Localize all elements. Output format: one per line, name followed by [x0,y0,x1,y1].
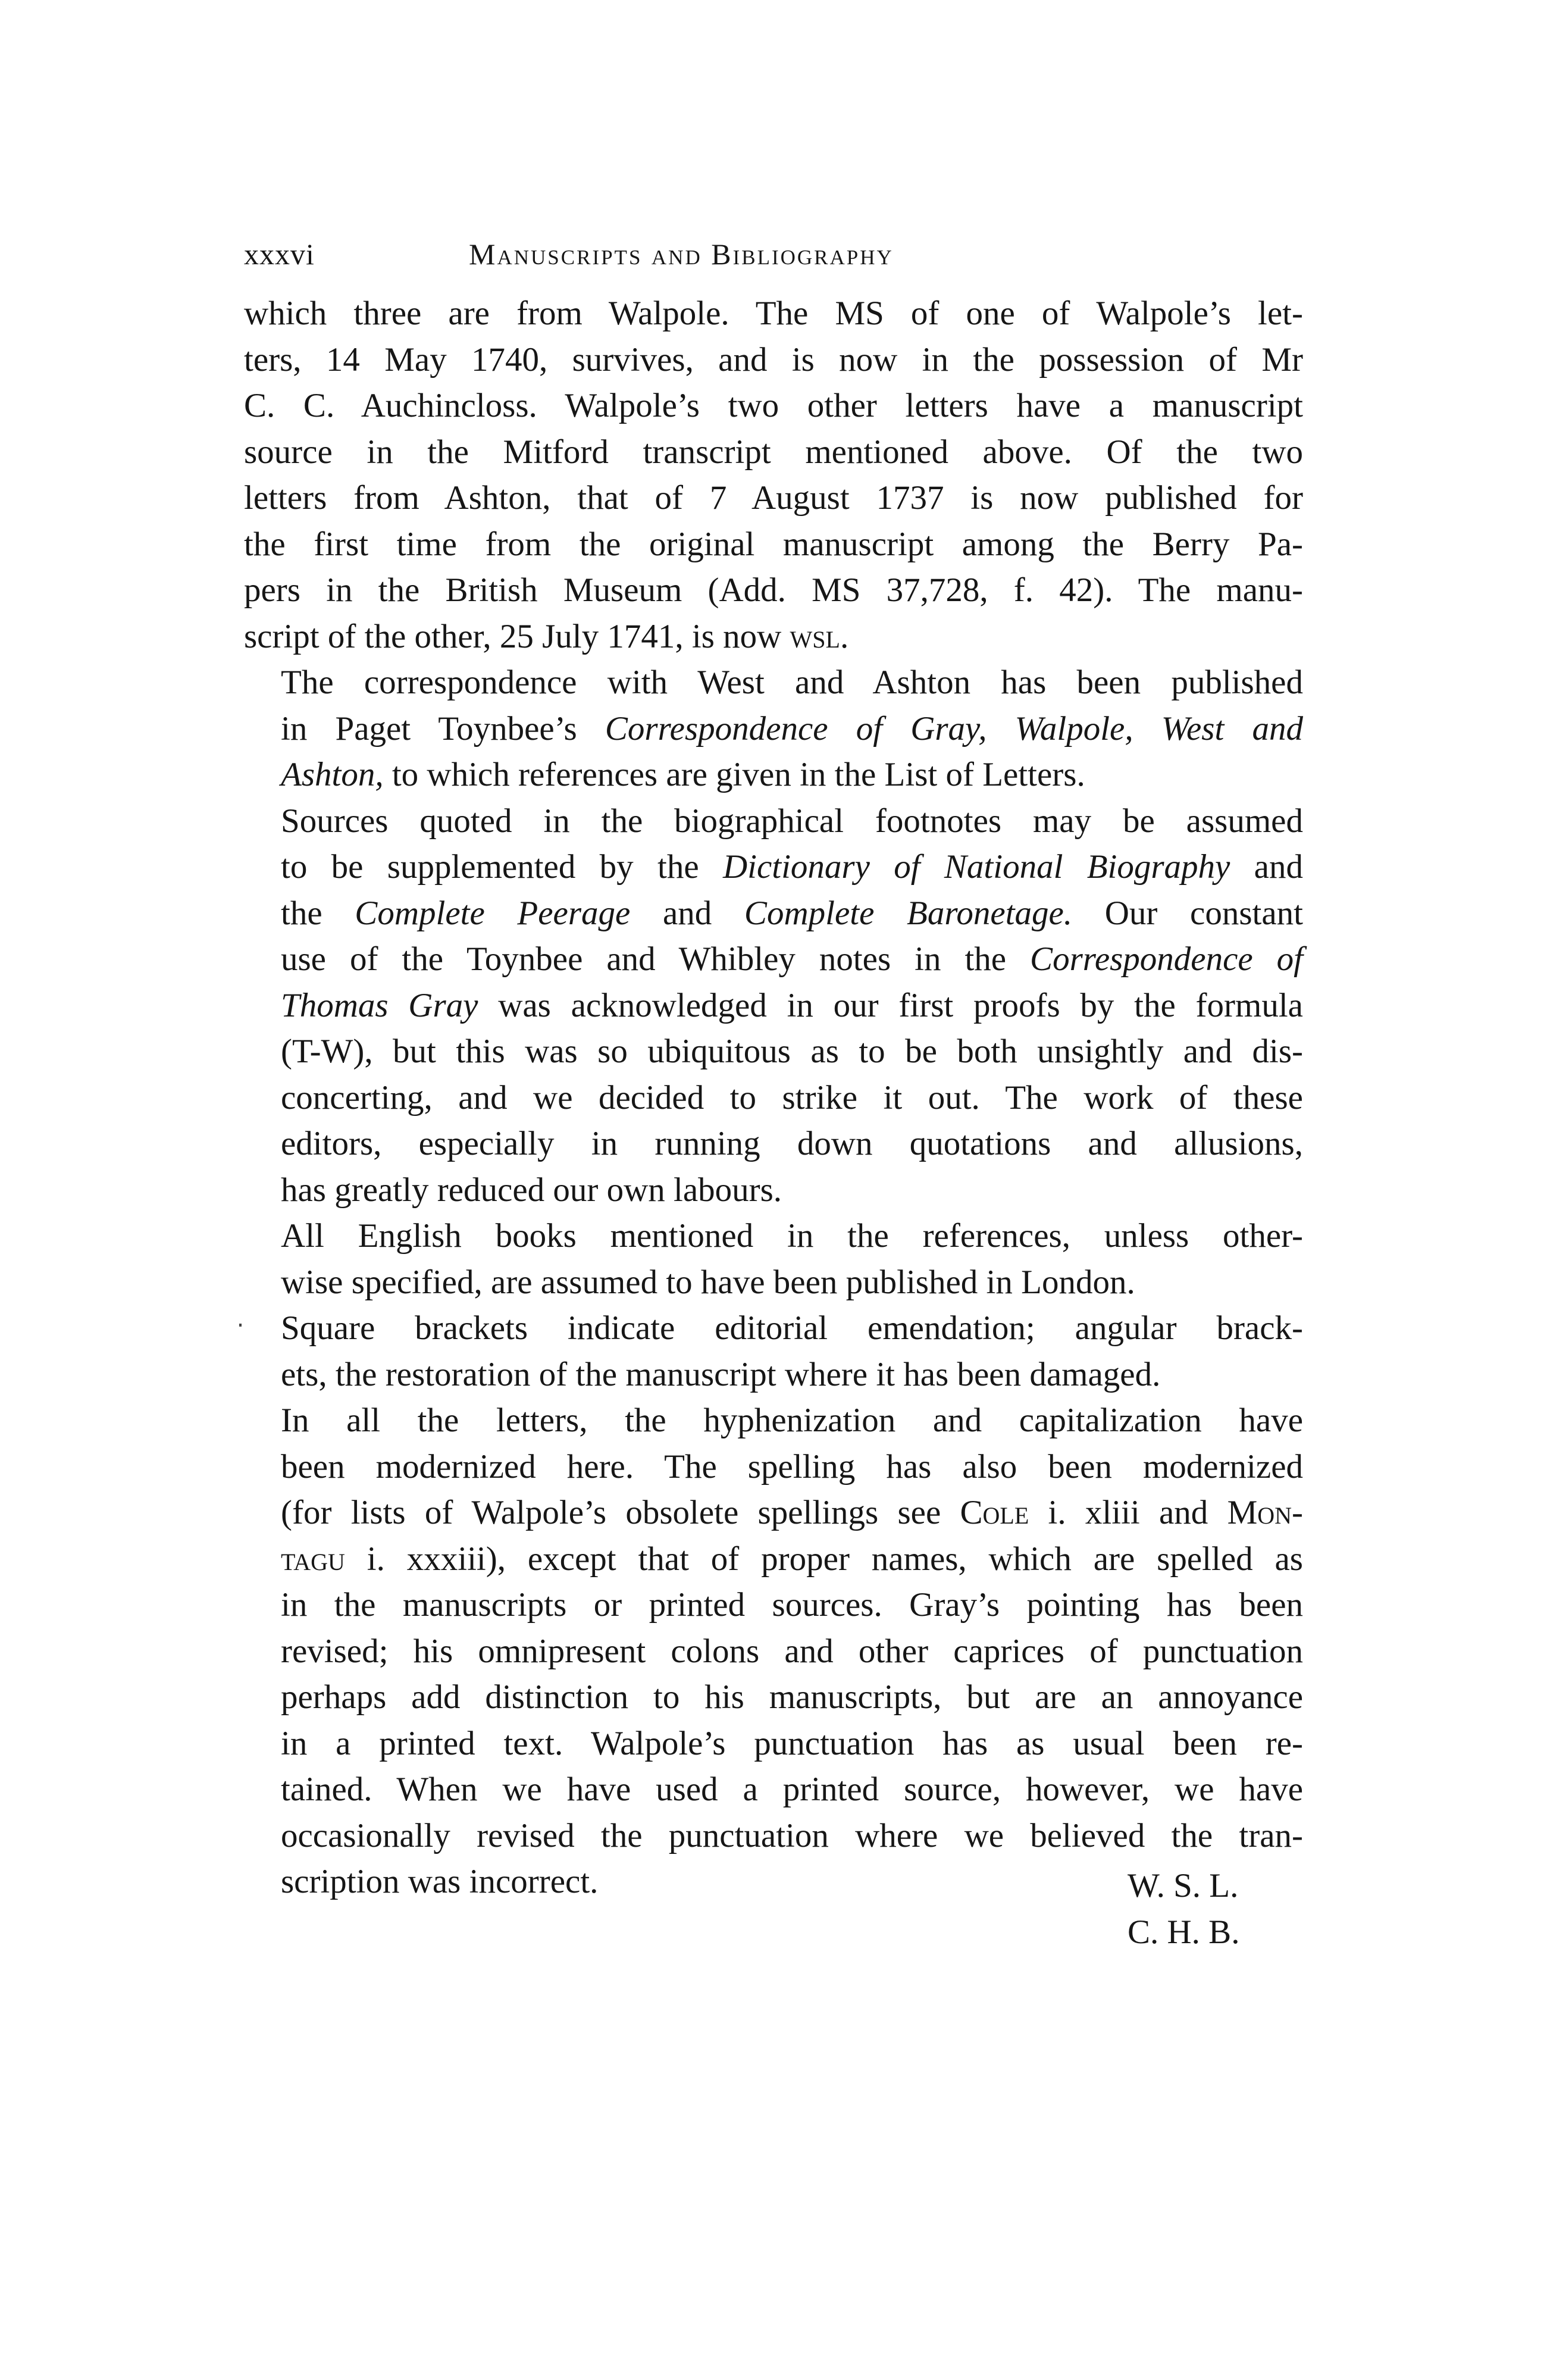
small-caps-reference: tagu [281,1540,345,1578]
text-line: pers in the British Museum (Add. MS 37,728, f. 42). The manu- [244,571,1303,609]
text-line: ets, the restoration of the manuscript where it has been damaged. [281,1355,1161,1393]
text-line: In all the letters, the hyphenization and capitalization have [281,1402,1303,1439]
small-caps-reference: wsl [790,617,840,655]
italic-title: Ashton, [281,756,384,793]
signature-block [1128,1863,1239,1955]
stray-ink-mark [239,1324,242,1327]
text-line: letters from Ashton, that of 7 August 1737 is now published for [244,479,1303,517]
text-line: ters, 14 May 1740, survives, and is now in the possession of Mr [244,340,1303,379]
text-line: has greatly reduced our own labours. [281,1171,782,1209]
text-line: revised; his omnipresent colons and other caprices of punctuation [281,1632,1303,1670]
text-line: to be supplemented by the Dictionary of National Biography and [281,848,1303,886]
body-text [244,290,1303,1905]
italic-title: Thomas Gray [281,986,478,1024]
text-line: which three are from Walpole. The MS of one of Walpole’s let- [244,295,1303,332]
text-line: C. C. Auchincloss. Walpole’s two other letters have a manuscript [244,387,1303,424]
text-line: perhaps add distinction to his manuscripts, but are an annoyance [281,1678,1303,1716]
text-line: All English books mentioned in the references, unless other- [281,1217,1303,1255]
text-line: tained. When we have used a printed source, however, we have [281,1771,1303,1808]
italic-title: Complete Baronetage. [744,894,1073,932]
text-line: been modernized here. The spelling has also been modernized [281,1447,1303,1485]
running-title: Manuscripts and Bibliography [469,237,894,271]
small-caps-reference: Mon- [1227,1494,1303,1531]
text-line: (T-W), but this was so ubiquitous as to be both unsightly and dis- [281,1033,1303,1070]
text-line: concerting, and we decided to strike it out. The work of these [281,1078,1303,1116]
text-line: in a printed text. Walpole’s punctuation has as usual been re- [281,1724,1303,1762]
italic-title: Correspondence of [1030,940,1303,978]
small-caps-reference: Cole [960,1494,1029,1531]
text-line: tagu i. xxxiii), except that of proper names, which are spelled as [281,1540,1303,1578]
running-head [244,233,1303,275]
text-line: Square brackets indicate editorial emendation; angular brack- [281,1309,1303,1347]
paragraph [244,1213,1303,1305]
text-line: wise specified, are assumed to have been published in London. [281,1263,1135,1301]
paragraph [244,290,1303,659]
text-line: use of the Toynbee and Whibley notes in the Correspondence of [281,940,1303,978]
text-line: scription was incorrect. [281,1863,599,1900]
text-line: (for lists of Walpole’s obsolete spellings see Cole i. xliii and Mon- [281,1494,1303,1531]
paragraph [244,798,1303,1214]
text-line: in the manuscripts or printed sources. Gray’s pointing has been [281,1586,1303,1624]
text-line: Thomas Gray was acknowledged in our first proofs by the formula [281,986,1303,1024]
text-line: editors, especially in running down quotations and allusions, [281,1125,1303,1162]
italic-title: Dictionary of National Biography [722,848,1230,886]
text-line: in Paget Toynbee’s Correspondence of Gray, Walpole, West and [281,709,1303,748]
text-line: The correspondence with West and Ashton has been published [281,664,1303,701]
page-number: xxxvi [244,237,315,271]
text-line: occasionally revised the punctuation where we believed the tran- [281,1816,1303,1854]
paragraph [244,1397,1303,1905]
text-line: the Complete Peerage and Complete Baronetage. Our constant [281,894,1304,932]
paragraph [244,1305,1303,1397]
signature-initials: C. H. B. [1128,1913,1240,1951]
text-line: script of the other, 25 July 1741, is now wsl. [244,617,849,655]
signature-initials: W. S. L. [1128,1867,1239,1904]
text-line: Sources quoted in the biographical footnotes may be assumed [281,802,1303,840]
text-line: Ashton, to which references are given in the List of Letters. [281,756,1085,793]
text-line: source in the Mitford transcript mentioned above. Of the two [244,433,1303,471]
italic-title: Correspondence of Gray, Walpole, West and [605,709,1303,748]
italic-title: Complete Peerage [355,894,631,932]
text-line: the first time from the original manuscript among the Berry Pa- [244,525,1303,563]
paragraph [244,659,1303,798]
